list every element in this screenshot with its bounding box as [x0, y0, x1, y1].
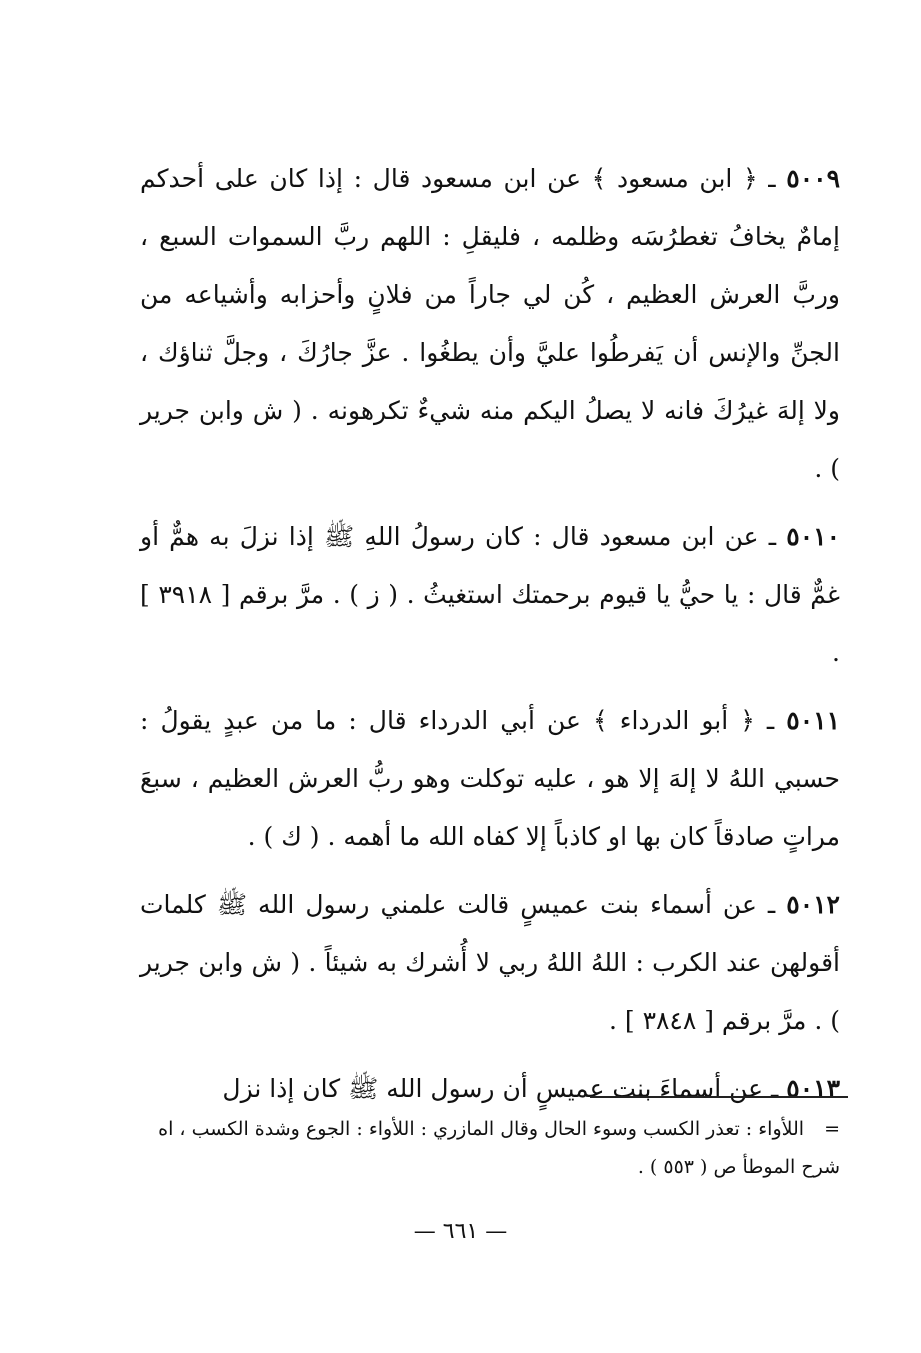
page-number: — ٦٦١ —: [413, 1219, 508, 1244]
hadith-number: ٥٠١١: [786, 706, 840, 735]
hadith-number: ٥٠١٢: [786, 890, 840, 919]
main-text: [140, 150, 840, 1128]
hadith-paragraph: ٥٠١٠ ـ عن ابن مسعود قال : كان رسولُ اللهِ ﷺ إذا نزلَ به همٌّ أو غمٌّ قال : يا حيُّ يا قيوم برحمتك استغيثُ . ( ز ) . مرَّ برقم [ ٣٩١٨ ] .: [140, 522, 840, 667]
footnote: [140, 1110, 840, 1186]
hadith-paragraph: ٥٠١١ ـ ﴿ أبو الدرداء ﴾ عن أبي الدرداء قال : ما من عبدٍ يقولُ : حسبي اللهُ لا إلهَ إلا هو ، عليه توكلت وهو ربُّ العرش العظيم ، سبعَ مراتٍ صادقاً كان بها او كاذباً إلا كفاه الله ما أهمه . ( ك ) .: [140, 706, 840, 851]
hadith-text: ﴿ ابن مسعود ﴾ عن ابن مسعود قال : إذا كان على أحدكم إمامٌ يخافُ تغطرُسَه وظلمه ، فليقلِ : اللهم ربَّ السموات السبع ، وربَّ العرش العظيم ، كُن لي جاراً من فلانٍ وأحزابه وأشياعه من الجنِّ والإنس أن يَفرطُوا عليَّ وأن يطغُوا . عزَّ جارُكَ ، وجلَّ ثناؤك ، ولا إلهَ غيرُكَ فانه لا يصلُ اليكم منه شيءٌ تكرهونه . ( ش وابن جرير ) .: [140, 164, 840, 483]
hadith-paragraph: ٥٠١٢ ـ عن أسماء بنت عميسٍ قالت علمني رسول الله ﷺ كلمات أقولهن عند الكرب : اللهُ اللهُ ربي لا أُشرك به شيئاً . ( ش وابن جرير ) . مرَّ برقم [ ٣٨٤٨ ] .: [140, 890, 840, 1035]
hadith-text: عن أسماء بنت عميسٍ قالت علمني رسول الله ﷺ كلمات أقولهن عند الكرب : اللهُ اللهُ ربي لا أُشرك به شيئاً . ( ش وابن جرير ) . مرَّ برقم [ ٣٨٤٨ ] .: [140, 890, 840, 1035]
hadith-text: عن أسماءَ بنت عميسٍ أن رسول الله ﷺ كان إذا نزل: [222, 1074, 764, 1103]
footnote-text: اللأواء : تعذر الكسب وسوء الحال وقال المازري : اللأواء : الجوع وشدة الكسب ، اه شرح الموطأ ص ( ٥٥٣ ) .: [158, 1118, 840, 1178]
footnote-marker: =: [824, 1118, 840, 1140]
hadith-text: ﴿ أبو الدرداء ﴾ عن أبي الدرداء قال : ما من عبدٍ يقولُ : حسبي اللهُ لا إلهَ إلا هو ، عليه توكلت وهو ربُّ العرش العظيم ، سبعَ مراتٍ صادقاً كان بها او كاذباً إلا كفاه الله ما أهمه . ( ك ) .: [140, 706, 840, 851]
hadith-text: عن ابن مسعود قال : كان رسولُ اللهِ ﷺ إذا نزلَ به همٌّ أو غمٌّ قال : يا حيُّ يا قيوم برحمتك استغيثُ . ( ز ) . مرَّ برقم [ ٣٩١٨ ] .: [140, 522, 840, 667]
hadith-number: ٥٠١٣: [786, 1074, 840, 1103]
hadith-paragraph: ٥٠١٣ ـ عن أسماءَ بنت عميسٍ أن رسول الله ﷺ كان إذا نزل: [222, 1074, 840, 1103]
hadith-paragraph: ٥٠٠٩ ـ ﴿ ابن مسعود ﴾ عن ابن مسعود قال : إذا كان على أحدكم إمامٌ يخافُ تغطرُسَه وظلمه ، فليقلِ : اللهم ربَّ السموات السبع ، وربَّ العرش العظيم ، كُن لي جاراً من فلانٍ وأحزابه وأشياعه من الجنِّ والإنس أن يَفرطُوا عليَّ وأن يطغُوا . عزَّ جارُكَ ، وجلَّ ثناؤك ، ولا إلهَ غيرُكَ فانه لا يصلُ اليكم منه شيءٌ تكرهونه . ( ش وابن جرير ) .: [140, 164, 840, 483]
footnote-divider: [590, 1096, 848, 1098]
hadith-number: ٥٠٠٩: [786, 164, 840, 193]
hadith-number: ٥٠١٠: [786, 522, 840, 551]
